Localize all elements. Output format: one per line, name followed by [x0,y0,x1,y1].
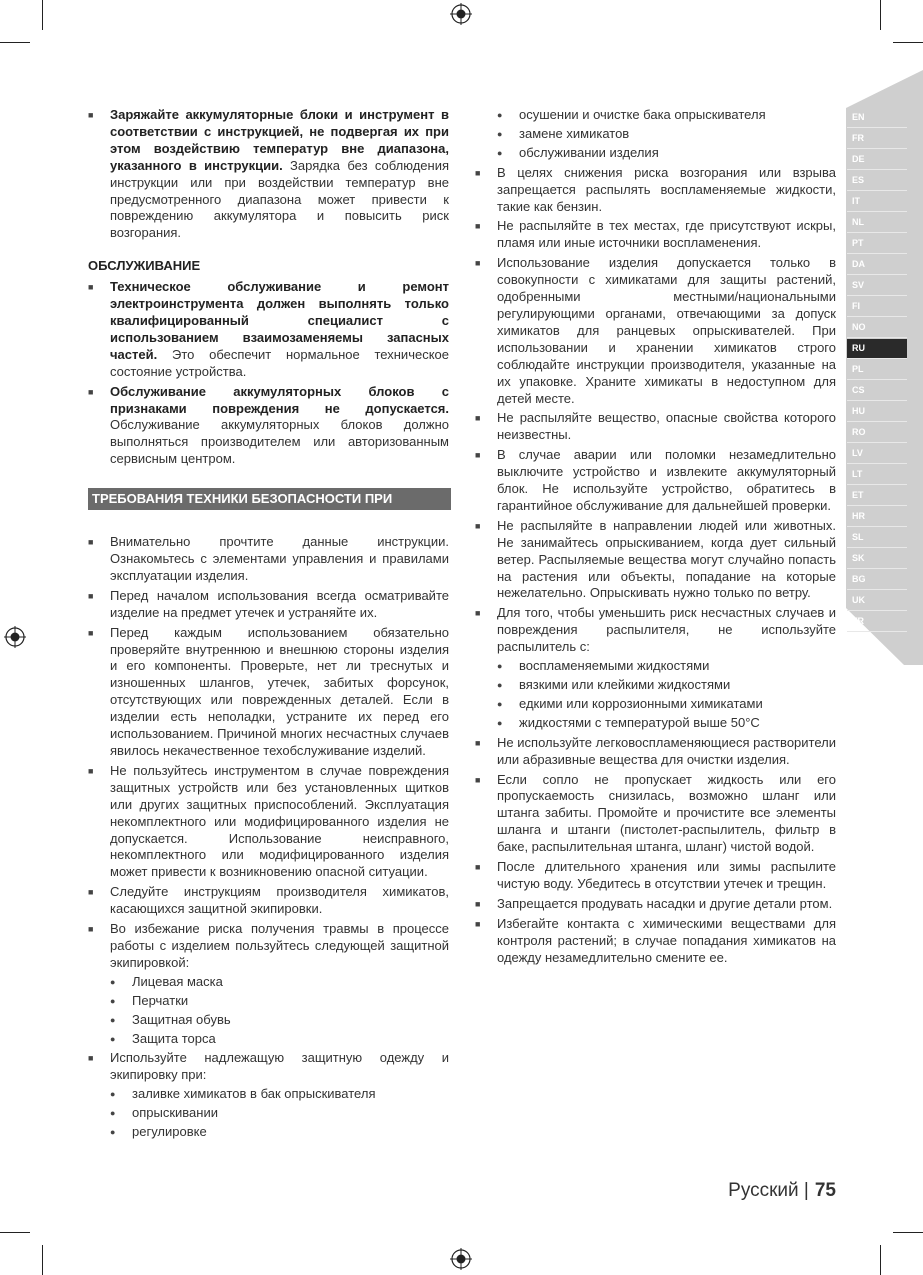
safety-item: ■ Не распыляйте в направлении людей или животных. Не занимайтесь опрыскиванием, когда дует сильный ветер. Распыляемые вещества могут случайно попасть на растения или объекты, попадание на которые нежелательно. Опрыскивать нужно только по ветру. [475,518,836,603]
language-tab-uk[interactable]: UK [847,591,907,611]
clothing-item [88,1050,449,1141]
ppe-item-text: Во избежание риска получения травмы в процессе работы с изделием пользуйтесь следующей защитной экипировкой: [110,921,449,970]
language-tab-sl[interactable]: SL [847,528,907,548]
safety-item: ■ Не распыляйте вещество, опасные свойства которого неизвестны. [475,410,836,444]
safety-item: ■ После длительного хранения или зимы распылите чистую воду. Убедитесь в отсутствии утечек и трещин. [475,859,836,893]
service-list [88,279,449,468]
language-tab-lv[interactable]: LV [847,444,907,464]
page-number: 75 [814,1180,836,1201]
crop-mark-top-right-h [893,42,923,43]
registration-mark-top [450,3,472,25]
right-safety-list [475,165,836,967]
language-tab-pt[interactable]: PT [847,234,907,254]
crop-mark-top-right-v [880,0,881,30]
language-tab-lt[interactable]: LT [847,465,907,485]
clothing-list-item: ● заливке химикатов в бак опрыскивателя [110,1086,449,1103]
risk-list [497,658,836,732]
crop-mark-bottom-right-h [893,1232,923,1233]
language-tab-fi[interactable]: FI [847,297,907,317]
service-item [88,384,449,469]
clothing-item-text: Используйте надлежащую защитную одежду и экипировку при: [110,1050,449,1083]
crop-mark-bottom-right-v [880,1245,881,1275]
language-tab-tr[interactable]: TR [847,612,907,632]
safety-item: ■ Не распыляйте в тех местах, где присутствуют искры, пламя или иные источники воспламенения. [475,218,836,252]
clothing-list [110,1086,449,1141]
safety-section-heading: ТРЕБОВАНИЯ ТЕХНИКИ БЕЗОПАСНОСТИ ПРИ [88,488,451,510]
safety-item: ■ Не используйте легковоспламеняющиеся растворители или абразивные вещества для очистки изделия. [475,735,836,769]
safety-list [88,534,449,1141]
crop-mark-bottom-left-h [0,1232,30,1233]
clothing-list-item: ● регулировке [110,1124,449,1141]
language-tab-it[interactable]: IT [847,192,907,212]
left-column [88,107,449,1144]
language-tab-hr[interactable]: HR [847,507,907,527]
language-tab-sv[interactable]: SV [847,276,907,296]
clothing-list-continued [497,107,836,162]
language-tab-nl[interactable]: NL [847,213,907,233]
language-tab-no[interactable]: NO [847,318,907,338]
language-tab-bg[interactable]: BG [847,570,907,590]
language-tab-et[interactable]: ET [847,486,907,506]
language-tab-cs[interactable]: CS [847,381,907,401]
language-tab-pl[interactable]: PL [847,360,907,380]
language-tab-sk[interactable]: SK [847,549,907,569]
safety-item: ■ Перед началом использования всегда осматривайте изделие на предмет утечек и устраняйте их. [88,588,449,622]
battery-warning-bold: Заряжайте аккумуляторные блоки и инструмент в соответствии с инструкцией, не подвергая их при этом воздействию температур вне диапазона, указанного в инструкции. [110,107,449,173]
safety-item: ■ Использование изделия допускается только в совокупности с химикатами для защиты растений, одобренными местными/национальными регулирующими органами, отвечающими за допуск химикатов для ранцевых опрыскивателей. При использовании и хранении химикатов строго соблюдайте инструкции производителя, указанные на их упаковке. Храните химикаты в недоступном для детей месте. [475,255,836,407]
battery-warning-list [88,107,449,242]
language-tab-de[interactable]: DE [847,150,907,170]
service-item [88,279,449,380]
ppe-item [88,921,449,1047]
safety-item: ■ Если сопло не пропускает жидкость или его пропускаемость снизилась, возможно шланг или штанга забиты. Промойте и прочистите все элементы шланга и штанги (пистолет-распылитель, фильтр в баке, распылительная штанга, шланг) чистой водой. [475,772,836,857]
language-tab-ru[interactable]: RU [847,339,907,359]
language-tab-da[interactable]: DA [847,255,907,275]
risk-item [475,605,836,731]
risk-list-item: ● воспламеняемыми жидкостями [497,658,836,675]
safety-item: ■ В целях снижения риска возгорания или взрыва запрещается распылять воспламеняемые жидкости, такие как бензин. [475,165,836,216]
crop-mark-top-left-h [0,42,30,43]
clothing-list-item: ● опрыскивании [110,1105,449,1122]
language-tab-fr[interactable]: FR [847,129,907,149]
crop-mark-top-left-v [42,0,43,30]
language-tabs [847,108,907,633]
safety-item: ■ Избегайте контакта с химическими веществами для контроля растений; в случае попадания химикатов на одежду незамедлительно смените ее. [475,916,836,967]
ppe-list-item: ● Перчатки [110,993,449,1010]
clothing-list-item: ● обслуживании изделия [497,145,836,162]
ppe-list-item: ● Защита торса [110,1031,449,1048]
ppe-list-item: ● Защитная обувь [110,1012,449,1029]
safety-item: ■ Следуйте инструкциям производителя химикатов, касающихся защитной экипировки. [88,884,449,918]
page-footer [728,1180,836,1202]
risk-list-item: ● едкими или коррозионными химикатами [497,696,836,713]
ppe-list [110,974,449,1048]
right-column [475,107,836,970]
clothing-list-item: ● замене химикатов [497,126,836,143]
language-tab-en[interactable]: EN [847,108,907,128]
language-tab-es[interactable]: ES [847,171,907,191]
registration-mark-left [4,626,26,648]
language-tab-hu[interactable]: HU [847,402,907,422]
crop-mark-bottom-left-v [42,1245,43,1275]
service-item-text: Это обеспечит нормальное техническое состояние устройства. [110,346,449,379]
service-item-text: Обслуживание аккумуляторных блоков должно выполняться производителем или авторизованным сервисным центром. [110,417,449,467]
footer-language: Русский | [728,1180,809,1201]
battery-warning-item [88,107,449,242]
safety-item: ■ Запрещается продувать насадки и другие детали ртом. [475,896,836,913]
risk-list-item: ● жидкостями с температурой выше 50°C [497,715,836,732]
safety-item: ■ Перед каждым использованием обязательно проверяйте внутреннюю и внешнюю стороны изделия и его компоненты. Проверьте, нет ли треснутых и изношенных шлангов, утечек, забитых форсунок, отсутствующих или поврежденных деталей. Если в изделии есть неполадки, устраните их перед его использованием. Причиной многих несчастных случаев явилось некачественное техобслуживание изделий. [88,625,449,760]
service-heading: ОБСЛУЖИВАНИЕ [88,258,201,274]
service-item-bold: Обслуживание аккумуляторных блоков с признаками повреждения не допускается. [110,383,449,416]
risk-item-text: Для того, чтобы уменьшить риск несчастных случаев и повреждения распылителя, не используйте распылитель с: [497,605,836,655]
safety-item: ■ В случае аварии или поломки незамедлительно выключите устройство и извлеките аккумуляторный блок. Не используйте устройство, обратитесь в гарантийное обслуживание для дальнейшей проверки. [475,447,836,515]
battery-warning-text: Зарядка без соблюдения инструкции или при воздействии температур вне предусмотренного диапазона может привести к повреждению аккумулятора и повысить риск возгорания. [110,157,449,241]
risk-list-item: ● вязкими или клейкими жидкостями [497,677,836,694]
clothing-list-item: ● осушении и очистке бака опрыскивателя [497,107,836,124]
service-item-bold: Техническое обслуживание и ремонт электроинструмента должен выполнять только квалифицированный специалист с использованием взаимозаменяемы запасных частей. [110,279,449,362]
registration-mark-bottom [450,1248,472,1270]
ppe-list-item: ● Лицевая маска [110,974,449,991]
safety-item: ■ Внимательно прочтите данные инструкции. Ознакомьтесь с элементами управления и правилами эксплуатации изделия. [88,534,449,585]
safety-item: ■ Не пользуйтесь инструментом в случае повреждения защитных устройств или без установленных щитков или других защитных приспособлений. Эксплуатация некомплектного или модифицированного изделия не допускается. Использование неисправного, некомплектного или модифицированного изделия может привести к возникновению опасной ситуации. [88,763,449,881]
language-tab-ro[interactable]: RO [847,423,907,443]
